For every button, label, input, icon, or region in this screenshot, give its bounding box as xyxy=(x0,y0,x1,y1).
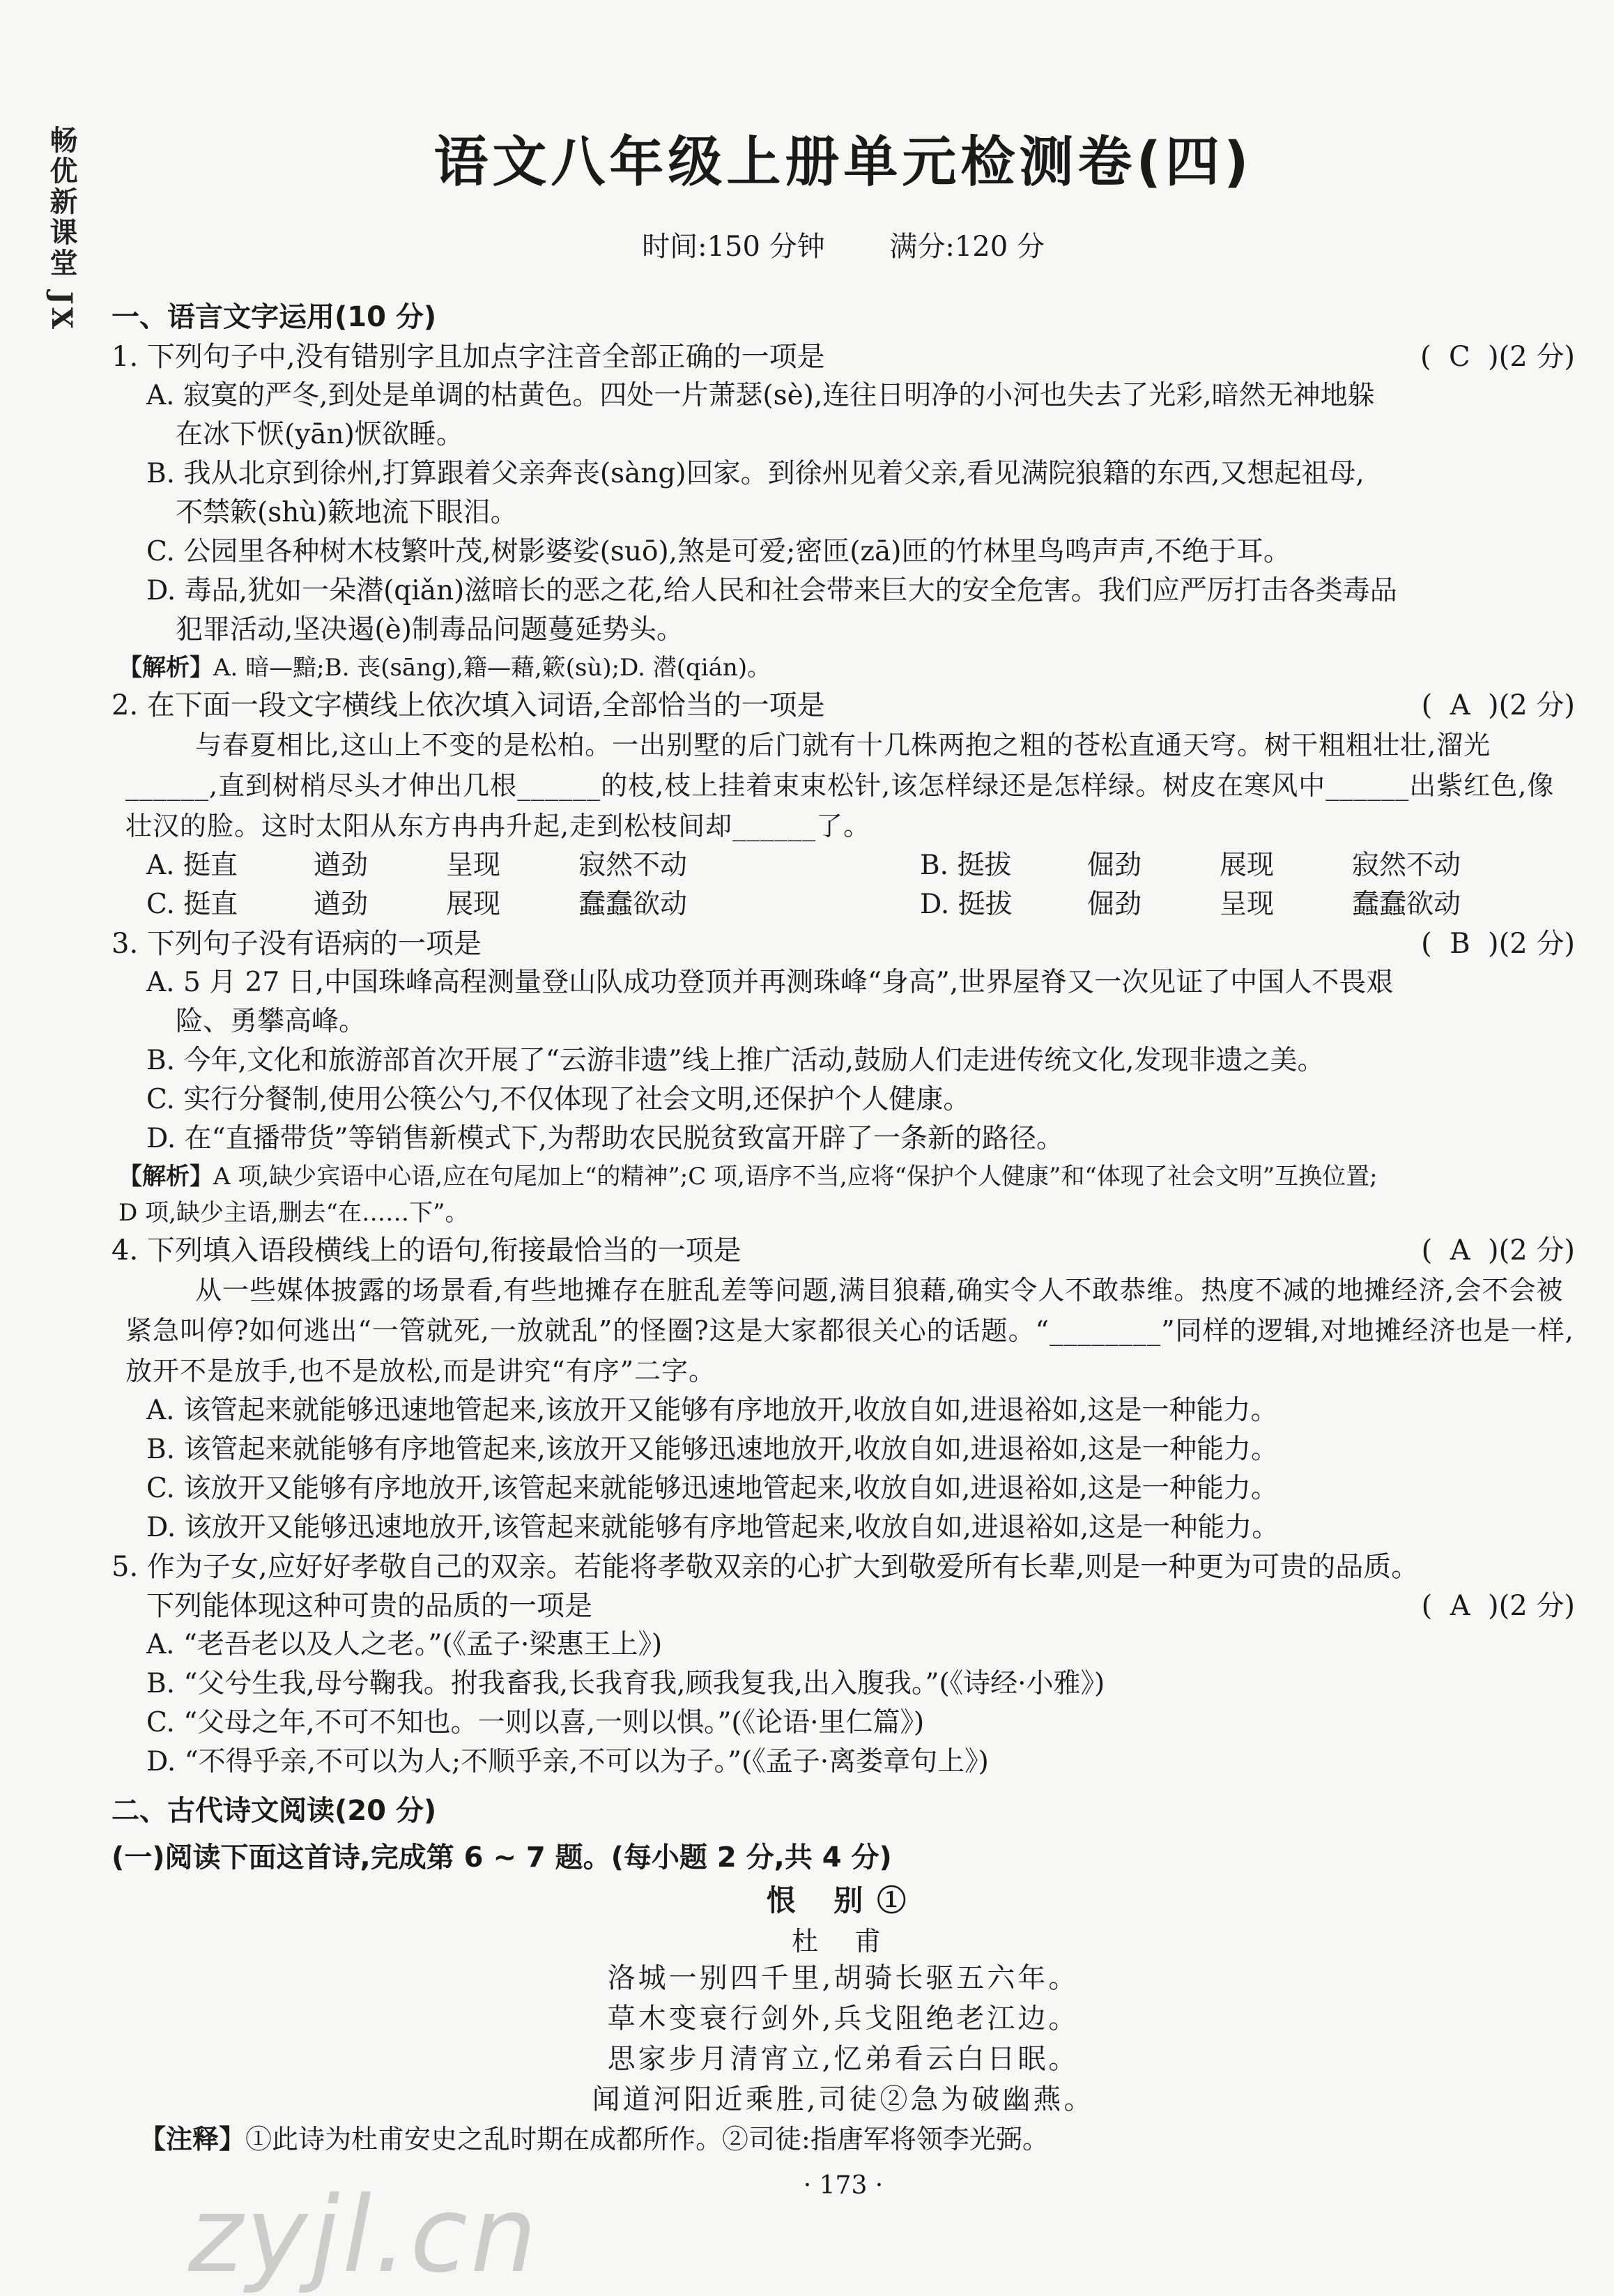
section-2-heading: 二、古代诗文阅读(20 分) xyxy=(112,1795,437,1827)
answer-5: ( A )(2 分) xyxy=(1421,1590,1575,1622)
q5-option-d: D. “不得乎亲,不可以为人;不顺乎亲,不可以为子。”(《孟子·离娄章句上》) xyxy=(146,1746,989,1777)
q5-option-b: B. “父兮生我,母兮鞠我。拊我畜我,长我育我,顾我复我,出入腹我。”(《诗经·小雅》) xyxy=(146,1668,1105,1699)
q1-option-c: C. 公园里各种树木枝繁叶茂,树影婆娑(suō),煞是可爱;密匝(zā)匝的竹林里鸟鸣声声,不绝于耳。 xyxy=(146,536,1291,567)
answer-2: ( A )(2 分) xyxy=(1421,689,1575,721)
q1-option-d-cont: 犯罪活动,坚决遏(è)制毒品问题蔓延势头。 xyxy=(176,614,684,645)
q4-passage: 从一些媒体披露的场景看,有些地摊存在脏乱差等问题,满目狼藉,确实令人不敢恭维。热度不减的地摊经济,会不会被紧急叫停?如何逃出“一管就死,一放就乱”的怪圈?这是大家都很关心的话题。“________”同样的逻辑,对地摊经济也是一样,放开不是放手,也不是放松,而是讲究“有序”二字。 xyxy=(125,1275,1574,1386)
question-3: 3. 下列句子没有语病的一项是 ( B )(2 分) xyxy=(112,924,1575,963)
exam-meta xyxy=(112,224,1575,264)
answer-3: ( B )(2 分) xyxy=(1421,928,1575,960)
q1-option-b-cont: 不禁簌(shù)簌地流下眼泪。 xyxy=(176,497,518,528)
q1-option-d: D. 毒品,犹如一朵潜(qiǎn)滋暗长的恶之花,给人民和社会带来巨大的安全危害。我们应严厉打击各类毒品 xyxy=(146,575,1397,606)
q1-option-a-cont: 在冰下恹(yān)恹欲睡。 xyxy=(176,419,463,450)
q3-option-a: A. 5 月 27 日,中国珠峰高程测量登山队成功登顶并再测珠峰“身高”,世界屋脊又一次见证了中国人不畏艰 xyxy=(146,967,1394,998)
q2-passage: 与春夏相比,这山上不变的是松柏。一出别墅的后门就有十几株两抱之粗的苍松直通天穹。树干粗粗壮壮,溜光______,直到树梢尽头才伸出几根______的枝,枝上挂着束束松针,该怎样绿还是怎样绿。树皮在寒风中______出紫红色,像壮汉的脸。这时太阳从东方冉冉升起,走到松枝间却______了。 xyxy=(125,730,1555,841)
q3-analysis-cont: D 项,缺少主语,删去“在……下”。 xyxy=(118,1199,469,1227)
document-page xyxy=(112,118,1575,2200)
question-1: 1. 下列句子中,没有错别字且加点字注音全部正确的一项是 ( C )(2 分) xyxy=(112,337,1575,376)
q4-option-d: D. 该放开又能够迅速地放开,该管起来就能够有序地管起来,收放自如,进退裕如,这是一种能力。 xyxy=(146,1512,1279,1543)
q4-option-c: C. 该放开又能够有序地放开,该管起来就能够迅速地管起来,收放自如,进退裕如,这是一种能力。 xyxy=(146,1473,1278,1504)
poem-title: 恨 别① xyxy=(766,1883,921,1918)
poem-line-4: 闻道河阳近乘胜,司徒②急为破幽燕。 xyxy=(592,2083,1095,2115)
q5-option-a: A. “老吾老以及人之老。”(《孟子·梁惠王上》) xyxy=(146,1629,663,1660)
q5-option-c: C. “父母之年,不可不知也。一则以喜,一则以惧。”(《论语·里仁篇》) xyxy=(146,1707,925,1738)
answer-4: ( A )(2 分) xyxy=(1421,1234,1575,1266)
q3-option-d: D. 在“直播带货”等销售新模式下,为帮助农民脱贫致富开辟了一条新的路径。 xyxy=(146,1123,1063,1154)
poem-line-3: 思家步月清宵立,忆弟看云白日眠。 xyxy=(607,2043,1079,2075)
q3-analysis: 【解析】A 项,缺少宾语中心语,应在句尾加上“的精神”;C 项,语序不当,应将“保护个人健康”和“体现了社会文明”互换位置; xyxy=(118,1163,1378,1191)
q3-option-a-cont: 险、勇攀高峰。 xyxy=(176,1006,367,1037)
q1-option-a: A. 寂寞的严冬,到处是单调的枯黄色。四处一片萧瑟(sè),连往日明净的小河也失去了光彩,暗然无神地躲 xyxy=(146,380,1375,411)
q4-option-b: B. 该管起来就能够有序地管起来,该放开又能够迅速地放开,收放自如,进退裕如,这是一种能力。 xyxy=(146,1434,1279,1465)
poem-line-1: 洛城一别四千里,胡骑长驱五六年。 xyxy=(607,1962,1079,1994)
question-5: 5. 作为子女,应好好孝敬自己的双亲。若能将孝敬双亲的心扩大到敬爱所有长辈,则是一种更为可贵的品质。 xyxy=(112,1551,1420,1583)
q3-option-c: C. 实行分餐制,使用公筷公勺,不仅体现了社会文明,还保护个人健康。 xyxy=(146,1084,971,1115)
poem-author: 杜 甫 xyxy=(791,1926,896,1957)
page-title: 语文八年级上册单元检测卷(四) xyxy=(433,131,1253,194)
q4-option-a: A. 该管起来就能够迅速地管起来,该放开又能够有序地放开,收放自如,进退裕如,这是一种能力。 xyxy=(146,1395,1278,1426)
poem-notes: 【注释】①此诗为杜甫安史之乱时期在成都所作。②司徒:指唐军将领李光弼。 xyxy=(139,2124,1049,2155)
exam-score: 满分:120 分 xyxy=(889,231,1045,263)
question-4: 4. 下列填入语段横线上的语句,衔接最恰当的一项是 ( A )(2 分) xyxy=(112,1231,1575,1270)
subsection-1-heading: (一)阅读下面这首诗,完成第 6 ~ 7 题。(每小题 2 分,共 4 分) xyxy=(112,1842,892,1874)
question-2: 2. 在下面一段文字横线上依次填入词语,全部恰当的一项是 ( A )(2 分) xyxy=(112,686,1575,725)
q1-option-b: B. 我从北京到徐州,打算跟着父亲奔丧(sàng)回家。到徐州见着父亲,看见满院狼籍的东西,又想起祖母, xyxy=(146,458,1365,489)
q1-analysis: 【解析】A. 暗—黯;B. 丧(sāng),籍—藉,簌(sù);D. 潜(qián)。 xyxy=(118,654,771,682)
q2-options: A. 挺直 遒劲 呈现 寂然不动 B. 挺拔 倔劲 展现 寂然不动 C. 挺直 遒劲 展现 蠢蠢欲动 D. 挺拔 倔劲 呈现 蠢蠢欲动 xyxy=(146,850,1461,920)
sidebar-label: 畅优新课堂 JX xyxy=(45,125,78,332)
answer-1: ( C )(2 分) xyxy=(1420,341,1575,373)
section-1-heading: 一、语言文字运用(10 分) xyxy=(112,301,437,333)
question-5-cont: 下列能体现这种可贵的品质的一项是 ( A )(2 分) xyxy=(112,1586,1575,1625)
exam-time: 时间:150 分钟 xyxy=(642,231,825,263)
watermark: zyjl.cn xyxy=(188,2175,540,2296)
page-number: · 173 · xyxy=(803,2171,884,2200)
poem-line-2: 草木变衰行剑外,兵戈阻绝老江边。 xyxy=(607,2003,1079,2035)
q3-option-b: B. 今年,文化和旅游部首次开展了“云游非遗”线上推广活动,鼓励人们走进传统文化,发现非遗之美。 xyxy=(146,1045,1325,1076)
